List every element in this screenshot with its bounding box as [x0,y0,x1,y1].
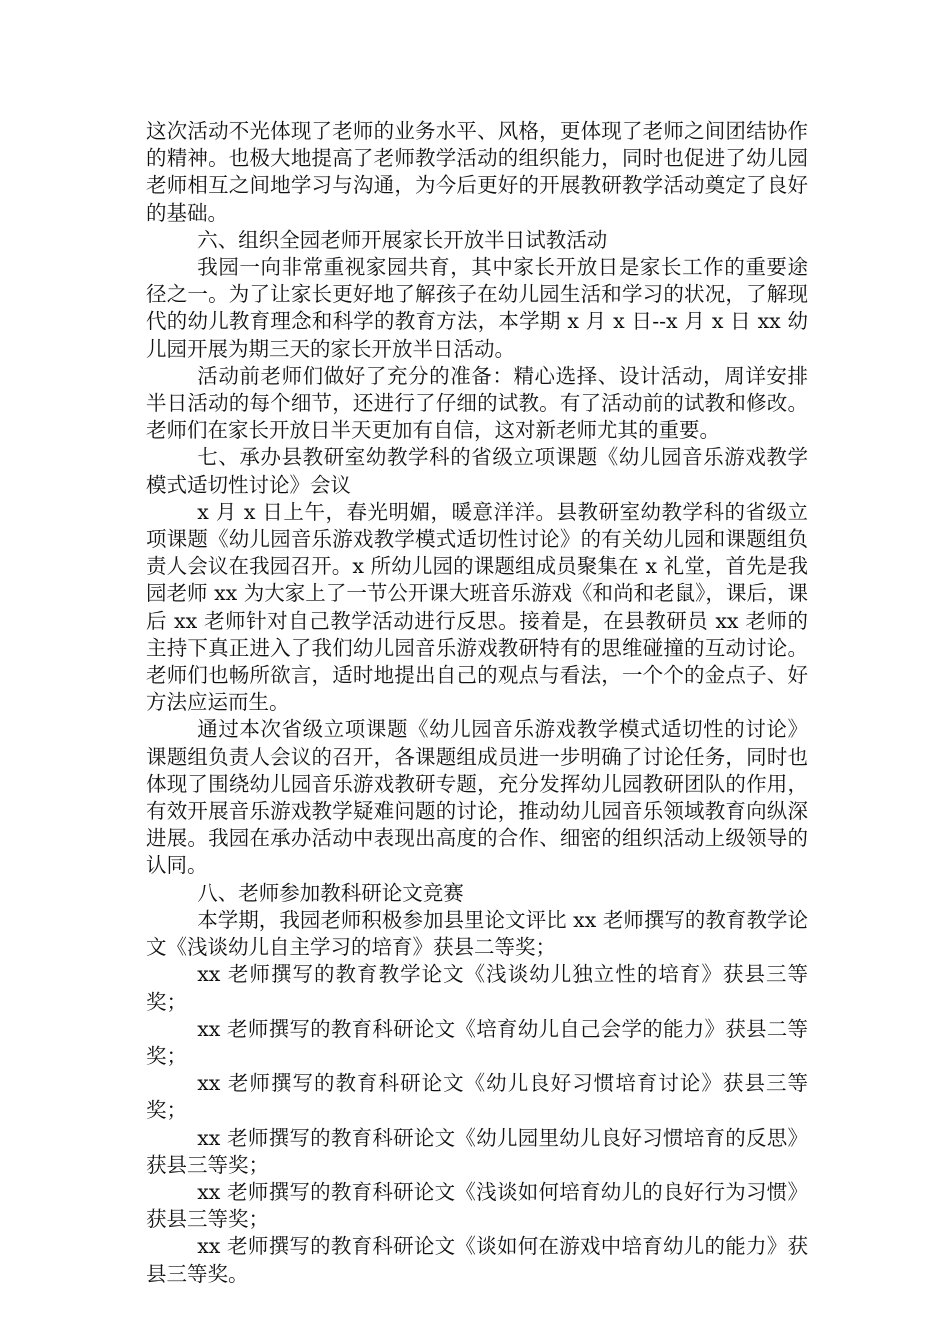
paragraph: 通过本次省级立项课题《幼儿园音乐游戏教学模式适切性的讨论》课题组负责人会议的召开，各课题组成员进一步明确了讨论任务，同时也体现了围绕幼儿园音乐游戏教研专题，充分发挥幼儿园教研团队的作用，有效开展音乐游戏教学疑难问题的讨论，推动幼儿园音乐领域教育向纵深进展。我园在承办活动中表现出高度的合作、细密的组织活动上级领导的认同。 [146,717,808,878]
paragraph-intro: 这次活动不光体现了老师的业务水平、风格，更体现了老师之间团结协作的精神。也极大地提高了老师教学活动的组织能力，同时也促进了幼儿园老师相互之间地学习与沟通，为今后更好的开展教研教学活动奠定了良好的基础。 [146,119,808,225]
paragraph: 本学期，我园老师积极参加县里论文评比 xx 老师撰写的教育教学论文《浅谈幼儿自主学习的培育》获县二等奖； [146,907,808,960]
paragraph: 我园一向非常重视家园共育，其中家长开放日是家长工作的重要途径之一。为了让家长更好地了解孩子在幼儿园生活和学习的状况，了解现代的幼儿教育理念和科学的教育方法，本学期 x 月 x 日--x 月 x 日 xx 幼儿园开展为期三天的家长开放半日活动。 [146,255,808,361]
document-body [146,118,808,1288]
section-heading-7: 七、承办县教研室幼教学科的省级立项课题《幼儿园音乐游戏教学模式适切性讨论》会议 [146,445,808,497]
award-item: xx 老师撰写的教育科研论文《幼儿良好习惯培育讨论》获县三等奖； [146,1071,808,1123]
section-heading-8: 八、老师参加教科研论文竞赛 [197,880,464,905]
award-item: xx 老师撰写的教育科研论文《培育幼儿自己会学的能力》获县二等奖； [146,1016,808,1068]
award-item: xx 老师撰写的教育科研论文《幼儿园里幼儿良好习惯培育的反思》获县三等奖； [146,1125,808,1177]
award-item: xx 老师撰写的教育科研论文《谈如何在游戏中培育幼儿的能力》获县三等奖。 [146,1234,808,1286]
paragraph: 活动前老师们做好了充分的准备：精心选择、设计活动，周详安排半日活动的每个细节，还进行了仔细的试教。有了活动前的试教和修改。老师们在家长开放日半天更加有自信，这对新老师尤其的重要。 [146,363,808,443]
paragraph: x 月 x 日上午，春光明媚，暖意洋洋。县教研室幼教学科的省级立项课题《幼儿园音乐游戏教学模式适切性讨论》的有关幼儿园和课题组负责人会议在我园召开。x 所幼儿园的课题组成员聚集在 x 礼堂，首先是我园老师 xx 为大家上了一节公开课大班音乐游戏《和尚和老鼠》，课后，课后 xx 老师针对自己教学活动进行反思。接着是，在县教研员 xx 老师的主持下真正进入了我们幼儿园音乐游戏教研特有的思维碰撞的互动讨论。老师们也畅所欲言，适时地提出自己的观点与看法，一个个的金点子、好方法应运而生。 [146,499,808,715]
award-item: xx 老师撰写的教育科研论文《浅谈如何培育幼儿的良好行为习惯》获县三等奖； [146,1179,808,1232]
award-item: xx 老师撰写的教育教学论文《浅谈幼儿独立性的培育》获县三等奖； [146,962,808,1014]
section-heading-6: 六、组织全园老师开展家长开放半日试教活动 [197,227,608,252]
